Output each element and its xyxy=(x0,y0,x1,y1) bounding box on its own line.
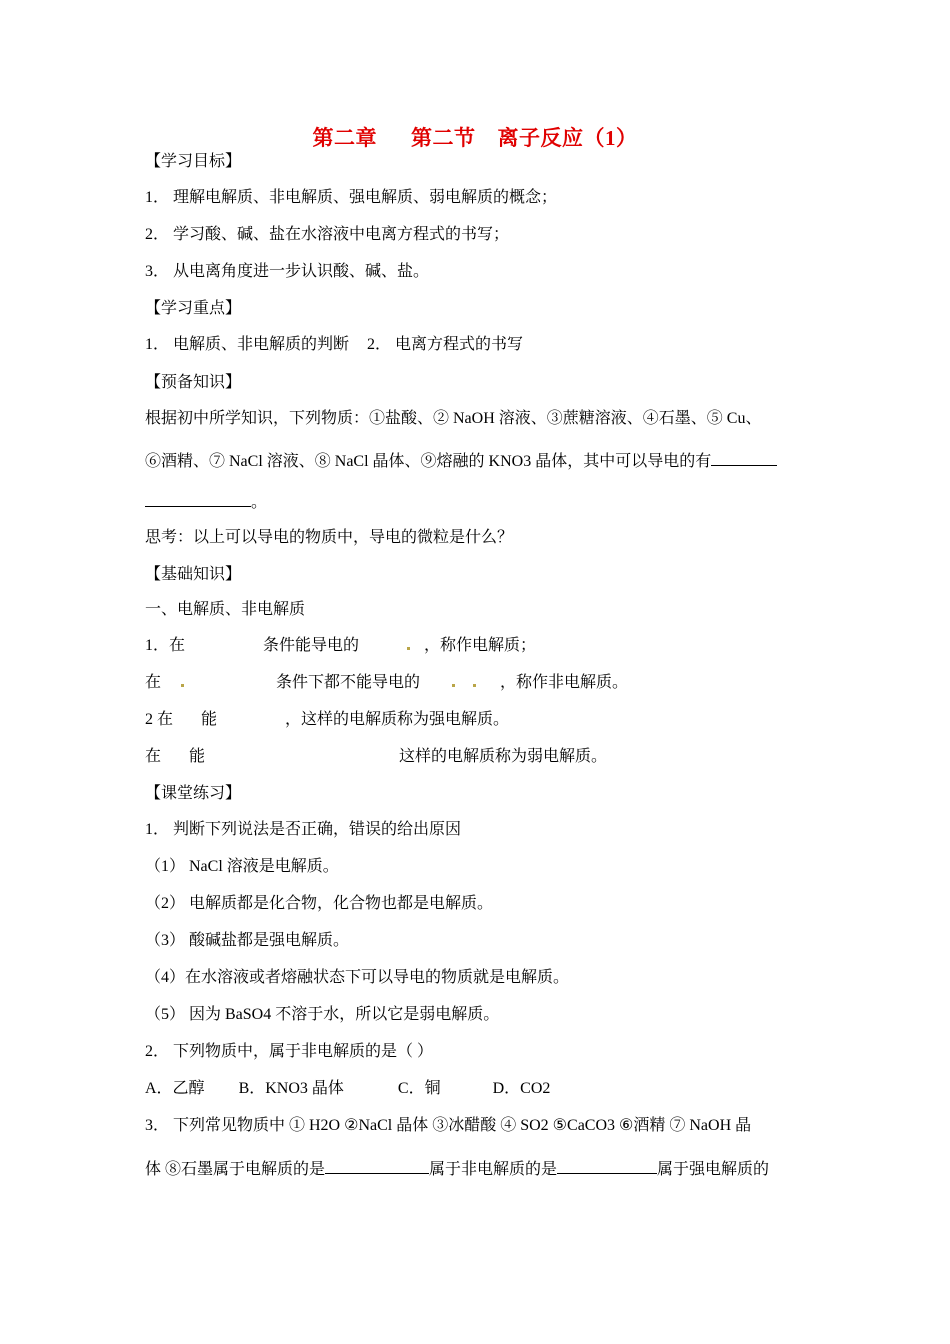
def-text-a: 1．在 xyxy=(145,637,186,654)
key-point-2: 2． 电离方程式的书写 xyxy=(367,336,524,353)
practice-q1-item-4: （4）在水溶液或者熔融状态下可以导电的物质就是电解质。 xyxy=(145,969,570,986)
decorative-dot xyxy=(181,684,184,687)
title-section: 第二节 xyxy=(411,126,476,150)
q3-text-b: 属于非电解质的是 xyxy=(429,1161,558,1178)
decorative-dot xyxy=(452,684,455,687)
learning-goal-2: 2． 学习酸、碱、盐在水溶液中电离方程式的书写； xyxy=(145,226,510,243)
think-question: 思考：以上可以导电的物质中，导电的微粒是什么？ xyxy=(145,529,514,546)
def-text-a: 在 xyxy=(145,748,162,765)
learning-goal-1: 1． 理解电解质、非电解质、强电解质、弱电解质的概念； xyxy=(145,189,558,206)
prior-knowledge-heading: 【预备知识】 xyxy=(145,374,242,391)
decorative-dot xyxy=(407,647,410,650)
option-c[interactable]: C．铜 xyxy=(397,1080,441,1097)
definition-strong-electrolyte xyxy=(145,709,509,731)
def-text-b: 条件能导电的 xyxy=(263,637,360,654)
prior-knowledge-line-2 xyxy=(145,449,777,473)
practice-question-3-line-2 xyxy=(145,1157,769,1181)
decorative-dot xyxy=(473,684,476,687)
practice-q1-item-1: （1） NaCl 溶液是电解质。 xyxy=(145,858,339,875)
def-text-b: 能 xyxy=(201,711,218,728)
def-text-c: ，这样的电解质称为强电解质。 xyxy=(285,711,510,728)
learning-goals-heading: 【学习目标】 xyxy=(145,153,242,170)
q3-text-c: 属于强电解质的 xyxy=(657,1161,770,1178)
q3-text-a: 体 ⑧石墨属于电解质的是 xyxy=(145,1161,326,1178)
basic-knowledge-heading: 【基础知识】 xyxy=(145,566,242,583)
def-text-a: 2 在 xyxy=(145,711,174,728)
def-text-b: 能 xyxy=(189,748,206,765)
option-a[interactable]: A．乙醇 xyxy=(145,1080,205,1097)
prior-knowledge-line-3 xyxy=(145,490,267,514)
definition-electrolyte xyxy=(145,635,536,657)
answer-blank-conductive[interactable] xyxy=(711,449,777,466)
option-d[interactable]: D．CO2 xyxy=(492,1080,551,1097)
def-text-c: ，称作非电解质。 xyxy=(500,674,629,691)
def-text-b: 条件下都不能导电的 xyxy=(276,674,421,691)
practice-q1-item-3: （3） 酸碱盐都是强电解质。 xyxy=(145,932,350,949)
key-points-line xyxy=(145,334,523,356)
prior-knowledge-text: ⑥酒精、⑦ NaCl 溶液、⑧ NaCl 晶体、⑨熔融的 KNO3 晶体，其中可以导电的有 xyxy=(145,453,712,470)
practice-question-3-line-1: 3． 下列常见物质中 ① H2O ②NaCl 晶体 ③冰醋酸 ④ SO2 ⑤CaCO3 ⑥酒精 ⑦ NaOH 晶 xyxy=(145,1117,752,1134)
title-topic: 离子反应（1） xyxy=(497,126,638,150)
option-b[interactable]: B．KNO3 晶体 xyxy=(238,1080,344,1097)
practice-q2-options xyxy=(145,1078,550,1100)
page-title xyxy=(0,122,950,152)
key-point-1: 1． 电解质、非电解质的判断 xyxy=(145,336,350,353)
def-text-c: 这样的电解质称为弱电解质。 xyxy=(399,748,608,765)
answer-blank-electrolytes[interactable] xyxy=(325,1157,429,1174)
title-chapter: 第二章 xyxy=(312,126,377,150)
period: 。 xyxy=(251,494,268,511)
answer-blank-conductive-continued[interactable] xyxy=(145,490,251,507)
practice-question-2: 2． 下列物质中，属于非电解质的是（ ） xyxy=(145,1043,434,1060)
practice-question-1: 1． 判断下列说法是否正确，错误的给出原因 xyxy=(145,821,462,838)
key-points-heading: 【学习重点】 xyxy=(145,300,242,317)
learning-goal-3: 3． 从电离角度进一步认识酸、碱、盐。 xyxy=(145,263,430,280)
answer-blank-non-electrolytes[interactable] xyxy=(557,1157,657,1174)
practice-heading: 【课堂练习】 xyxy=(145,785,242,802)
definition-non-electrolyte xyxy=(145,672,628,694)
definition-weak-electrolyte xyxy=(145,746,607,768)
def-text-c: ，称作电解质； xyxy=(424,637,537,654)
practice-q1-item-5: （5） 因为 BaSO4 不溶于水，所以它是弱电解质。 xyxy=(145,1006,500,1023)
practice-q1-item-2: （2） 电解质都是化合物，化合物也都是电解质。 xyxy=(145,895,494,912)
basic-knowledge-subheading: 一、电解质、非电解质 xyxy=(145,601,306,618)
def-text-a: 在 xyxy=(145,674,162,691)
prior-knowledge-line-1: 根据初中所学知识，下列物质：①盐酸、② NaOH 溶液、③蔗糖溶液、④石墨、⑤ Cu、 xyxy=(145,410,762,427)
